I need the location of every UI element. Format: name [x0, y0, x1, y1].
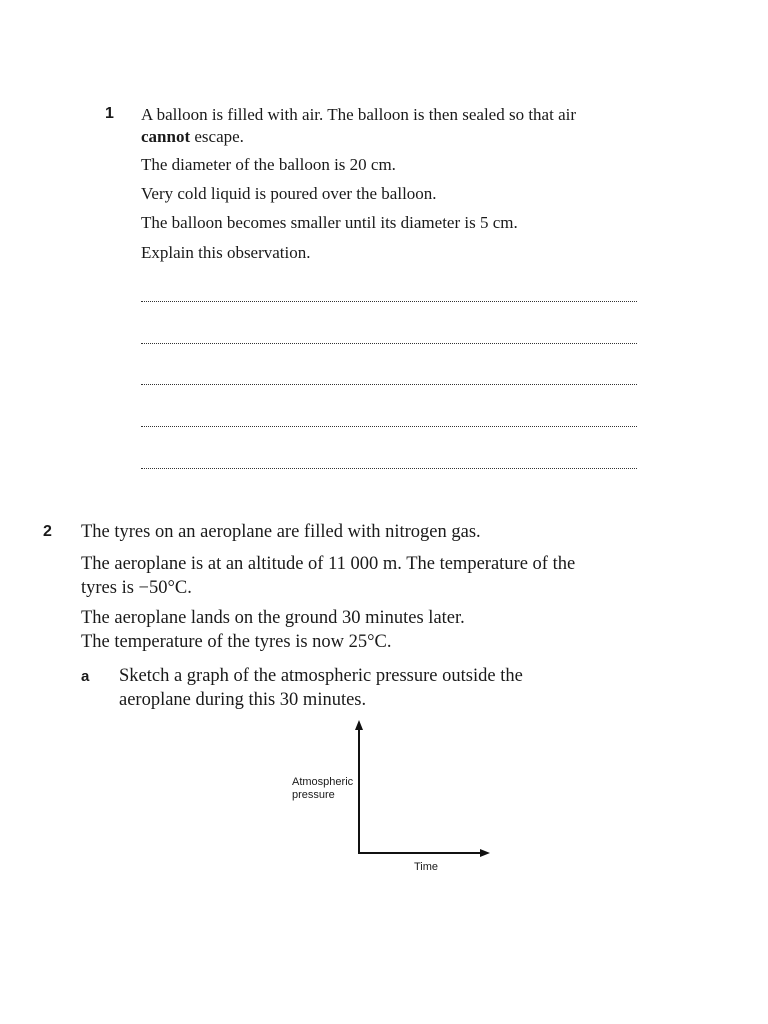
- part-a-question: [119, 664, 523, 712]
- q1-diameter-text: The diameter of the balloon is 20 cm.: [141, 155, 396, 174]
- q2-altitude-text: [81, 552, 575, 600]
- q1-line-2-rest: escape.: [190, 127, 244, 146]
- q1-smaller-text: The balloon becomes smaller until its diameter is 5 cm.: [141, 213, 518, 232]
- part-a-line-1: Sketch a graph of the atmospheric pressure outside the: [119, 666, 523, 686]
- answer-line[interactable]: [141, 301, 637, 302]
- part-a-line-2: aeroplane during this 30 minutes.: [119, 690, 367, 710]
- y-axis-label-line-2: pressure: [292, 789, 335, 801]
- x-axis-arrow-icon: [480, 849, 490, 857]
- answer-line[interactable]: [141, 384, 637, 385]
- answer-line[interactable]: [141, 468, 637, 469]
- q1-bold-cannot: cannot: [141, 127, 191, 146]
- q2-altitude-line-1: The aeroplane is at an altitude of 11 000 m. The temperature of the: [81, 554, 576, 574]
- q2-altitude-line-2: tyres is −50°C.: [81, 578, 192, 598]
- q2-landing-text: [81, 606, 465, 654]
- answer-line[interactable]: [141, 343, 637, 344]
- answer-line[interactable]: [141, 426, 637, 427]
- q1-cold-liquid-text: Very cold liquid is poured over the balloon.: [141, 184, 437, 203]
- question-1-number: 1: [105, 105, 114, 122]
- y-axis-label-line-1: Atmospheric: [292, 776, 354, 788]
- q2-landing-line-2: The temperature of the tyres is now 25°C.: [81, 632, 392, 652]
- q1-line-2: [141, 126, 576, 148]
- question-2-number: 2: [43, 523, 52, 540]
- q2-tyres-text: The tyres on an aeroplane are filled with nitrogen gas.: [81, 522, 481, 542]
- part-a-letter: a: [81, 668, 90, 685]
- y-axis-label: [292, 776, 353, 802]
- x-axis-label: Time: [414, 861, 439, 873]
- q2-landing-line-1: The aeroplane lands on the ground 30 minutes later.: [81, 608, 465, 628]
- question-1-statement: [141, 104, 576, 148]
- y-axis-arrow-icon: [355, 720, 363, 730]
- pressure-time-axes[interactable]: [350, 718, 495, 863]
- q1-explain-prompt: Explain this observation.: [141, 243, 311, 262]
- q1-line-1: A balloon is filled with air. The balloon is then sealed so that air: [141, 105, 576, 124]
